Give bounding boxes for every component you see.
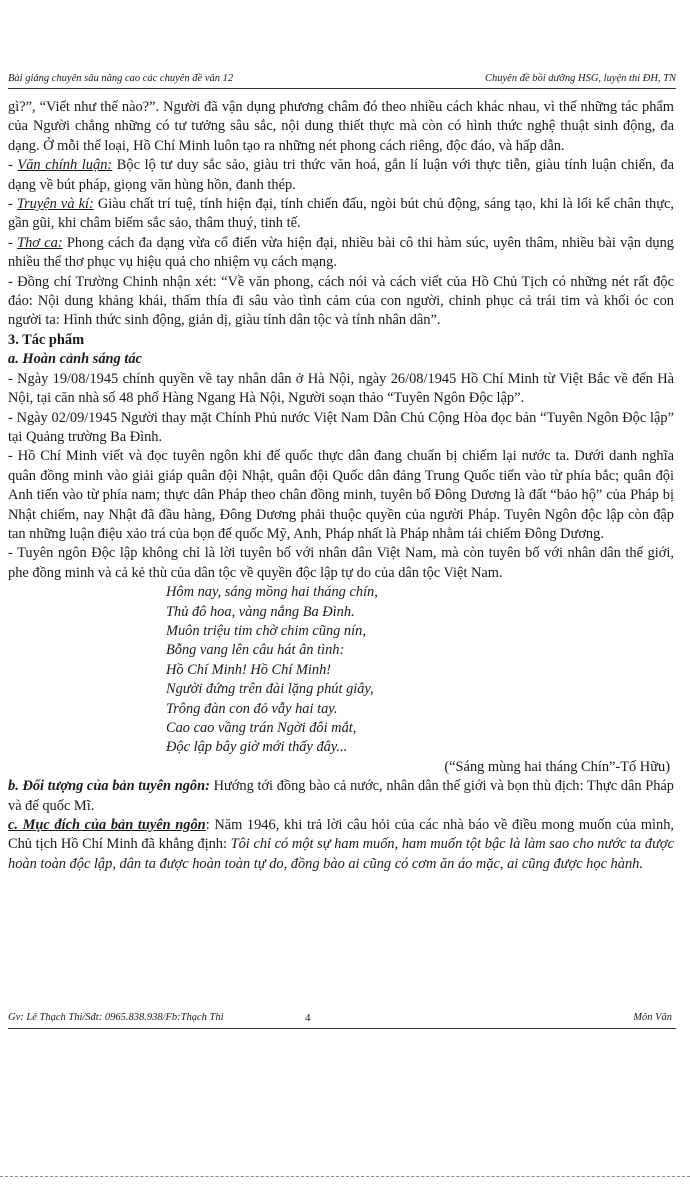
quote-muc-dich: Tôi chỉ có một sự ham muốn, ham muốn tột bậc là làm sao cho nước ta được hoàn toàn độc lập, dân ta được hoàn toàn tự do, đồng bào ai cũng có cơm ăn áo mặc, ai cũng được học hành. xyxy=(8,836,674,872)
text-truyen-ki: Giàu chất trí tuệ, tính hiện đại, tính chiến đấu, ngòi bút chủ động, sáng tạo, khi là lối kể chân thực, gần gũi, khi châm biếm sắc sảo, thâm thuý, tinh tế. xyxy=(8,196,674,232)
heading-muc-dich: c. Mục đích của bản tuyên ngôn xyxy=(8,817,206,834)
paragraph-intro: gì?”, “Viết như thế nào?”. Người đã vận dụng phương châm đó theo nhiều cách khác nhau, vì thế những tác phẩm của Người chẳng những có tư tưởng sâu sắc, nội dung thiết thực mà còn có hình thức nghệ thuật sinh động, đa dạng. Ở mỗi thể loại, Hồ Chí Minh luôn tạo ra những nét phong cách riêng, độc đáo, và hấp dẫn. xyxy=(8,99,674,154)
poem-line: Hồ Chí Minh! Hồ Chí Minh! xyxy=(166,661,332,678)
page-number: 4 xyxy=(305,1012,311,1024)
paragraph-muc-dich xyxy=(8,816,674,874)
paragraph-boi-canh: - Hồ Chí Minh viết và đọc tuyên ngôn khi đế quốc thực dân đang chuẩn bị chiếm lại nước ta. Dưới danh nghĩa quân đồng minh vào giải giáp quân đội Nhật, quân đội Quốc dân đảng Trung Quốc tiến vào từ phía bắc; quân đội Anh tiến vào từ phía nam; thực dân Pháp theo chân đồng minh, tuyên bố Đông Dương là đất “bảo hộ” của Pháp bị Nhật chiếm, nay Nhật đã đầu hàng, Đông Dương phải thuộc quyền của người Pháp. Tuyên Ngôn độc lập còn đập tan những luận điệu xảo trá của bọn đế quốc Mỹ, Anh, Pháp nhất là Pháp nhằm tái chiếm Đông Dương. xyxy=(8,448,674,542)
bottom-dashed-divider xyxy=(0,1176,690,1177)
poem-line: Bỗng vang lên câu hát ân tình: xyxy=(166,642,345,659)
paragraph-ngay-02: - Ngày 02/09/1945 Người thay mặt Chính Phủ nước Việt Nam Dân Chủ Cộng Hòa đọc bản “Tuyên Ngôn Độc lập” tại Quảng trường Ba Đình. xyxy=(8,409,674,445)
text-van-chinh-luan: Bộc lộ tư duy sắc sảo, giàu tri thức văn hoá, gắn lí luận với thực tiễn, giàu tính luận chiến, đa dạng về bút pháp, giọng văn hùng hồn, đanh thép. xyxy=(8,157,674,193)
text-tho-ca: Phong cách đa dạng vừa cổ điển vừa hiện đại, nhiều bài cô thi hàm súc, uyên thâm, nhiều bài vận dụng nhiều thể thơ phục vụ hiệu quả cho nhiệm vụ cách mạng. xyxy=(8,234,674,271)
text-doi-tuong: Hướng tới đồng bào cả nước, nhân dân thế giới và bọn thù địch: Thực dân Pháp và đế quốc Mĩ. xyxy=(8,778,674,814)
label-truyen-ki: Truyện và kí: xyxy=(16,196,94,213)
poem-line: Trông đàn con đỏ vẫy hai tay. xyxy=(166,700,338,717)
poem-line: Hôm nay, sáng mồng hai tháng chín, xyxy=(166,584,378,601)
paragraph-doi-tuong xyxy=(8,777,674,816)
footer-author: Gv: Lê Thạch Thi/Sđt: 0965.838.938/Fb:Thạch Thi xyxy=(8,1012,224,1023)
text-muc-dich: : Năm 1946, khi trả lời câu hỏi của các nhà báo về điều mong muốn của mình, Chủ tịch Hồ Chí Minh đã khẳng định: xyxy=(8,817,675,853)
poem-line: Thủ đô hoa, vàng nắng Ba Đình. xyxy=(166,603,355,620)
paragraph-tho-ca: - Thơ ca: Phong cách đa dạng vừa cổ điển vừa hiện đại, nhiều bài cô thi hàm súc, uyên thâm, nhiều bài vận dụng nhiều thể thơ phục vụ hiệu quả cho nhiệm vụ cách mạng. xyxy=(8,234,674,271)
poem-line: Muôn triệu tim chờ chim cũng nín, xyxy=(166,622,366,639)
page-footer xyxy=(8,1012,676,1029)
paragraph-ngay-19: - Ngày 19/08/1945 chính quyền về tay nhân dân ở Hà Nội, ngày 26/08/1945 Hồ Chí Minh từ Việt Bắc về đến Hà Nội, tại căn nhà số 48 phố Hàng Ngang Hà Nội, Người soạn thảo “Tuyên Ngôn Độc lập”. xyxy=(8,370,674,407)
header-left-text: Bài giảng chuyên sâu nâng cao các chuyên đề văn 12 xyxy=(8,73,234,84)
poem-block xyxy=(8,583,674,758)
poem-line: Người đứng trên đài lặng phút giây, xyxy=(166,681,374,698)
heading-doi-tuong: b. Đối tượng của bản tuyên ngôn: xyxy=(8,778,210,795)
paragraph-doi-tuong-tuyen-bo: - Tuyên ngôn Độc lập không chỉ là lời tuyên bố với nhân dân Việt Nam, mà còn tuyên bố với nhân dân thế giới, phe đồng minh và cả kẻ thù của dân tộc về quyền độc lập tự do của dân tộc Việt Nam. xyxy=(8,545,674,581)
label-van-chinh-luan: Văn chính luận: xyxy=(17,157,113,174)
paragraph-van-chinh-luan: - Văn chính luận: Bộc lộ tư duy sắc sảo, giàu tri thức văn hoá, gắn lí luận với thực tiễn, giàu tính luận chiến, đa dạng về bút pháp, giọng văn hùng hồn, đanh thép. xyxy=(8,157,674,193)
footer-subject: Môn Văn xyxy=(633,1012,672,1023)
paragraph-truong-chinh: - Đồng chí Trường Chinh nhận xét: “Về văn phong, cách nói và cách viết của Hồ Chủ Tịch có những nét rất độc đáo: Nội dung khảng khái, thấm thía đi sâu vào tình cảm của con người, chinh phục cả trái tim và khối óc con người ta: Hình thức sinh động, giản dị, giàu tính dân tộc và tính nhân dân”. xyxy=(8,273,674,329)
poem-line: Cao cao vầng trán Ngời đôi mắt, xyxy=(166,720,357,736)
label-tho-ca: Thơ ca: xyxy=(17,234,63,251)
page-body xyxy=(8,98,674,874)
header-right-text: Chuyên đề bồi dưỡng HSG, luyện thi ĐH, TN xyxy=(485,73,676,84)
paragraph-truyen-ki: - Truyện và kí: Giàu chất trí tuệ, tính hiện đại, tính chiến đấu, ngòi bút chủ động, sáng tạo, khi là lối kể chân thực, gần gũi, khi châm biếm sắc sảo, thâm thuý, tinh tế. xyxy=(8,196,674,232)
poem-source: (“Sáng mùng hai tháng Chín”-Tố Hữu) xyxy=(444,758,670,775)
heading-hoan-canh: a. Hoàn cảnh sáng tác xyxy=(8,351,142,368)
page-header xyxy=(8,72,676,89)
heading-tac-pham: 3. Tác phẩm xyxy=(8,331,85,348)
poem-line: Độc lập bây giờ mới thấy đây... xyxy=(166,739,348,756)
